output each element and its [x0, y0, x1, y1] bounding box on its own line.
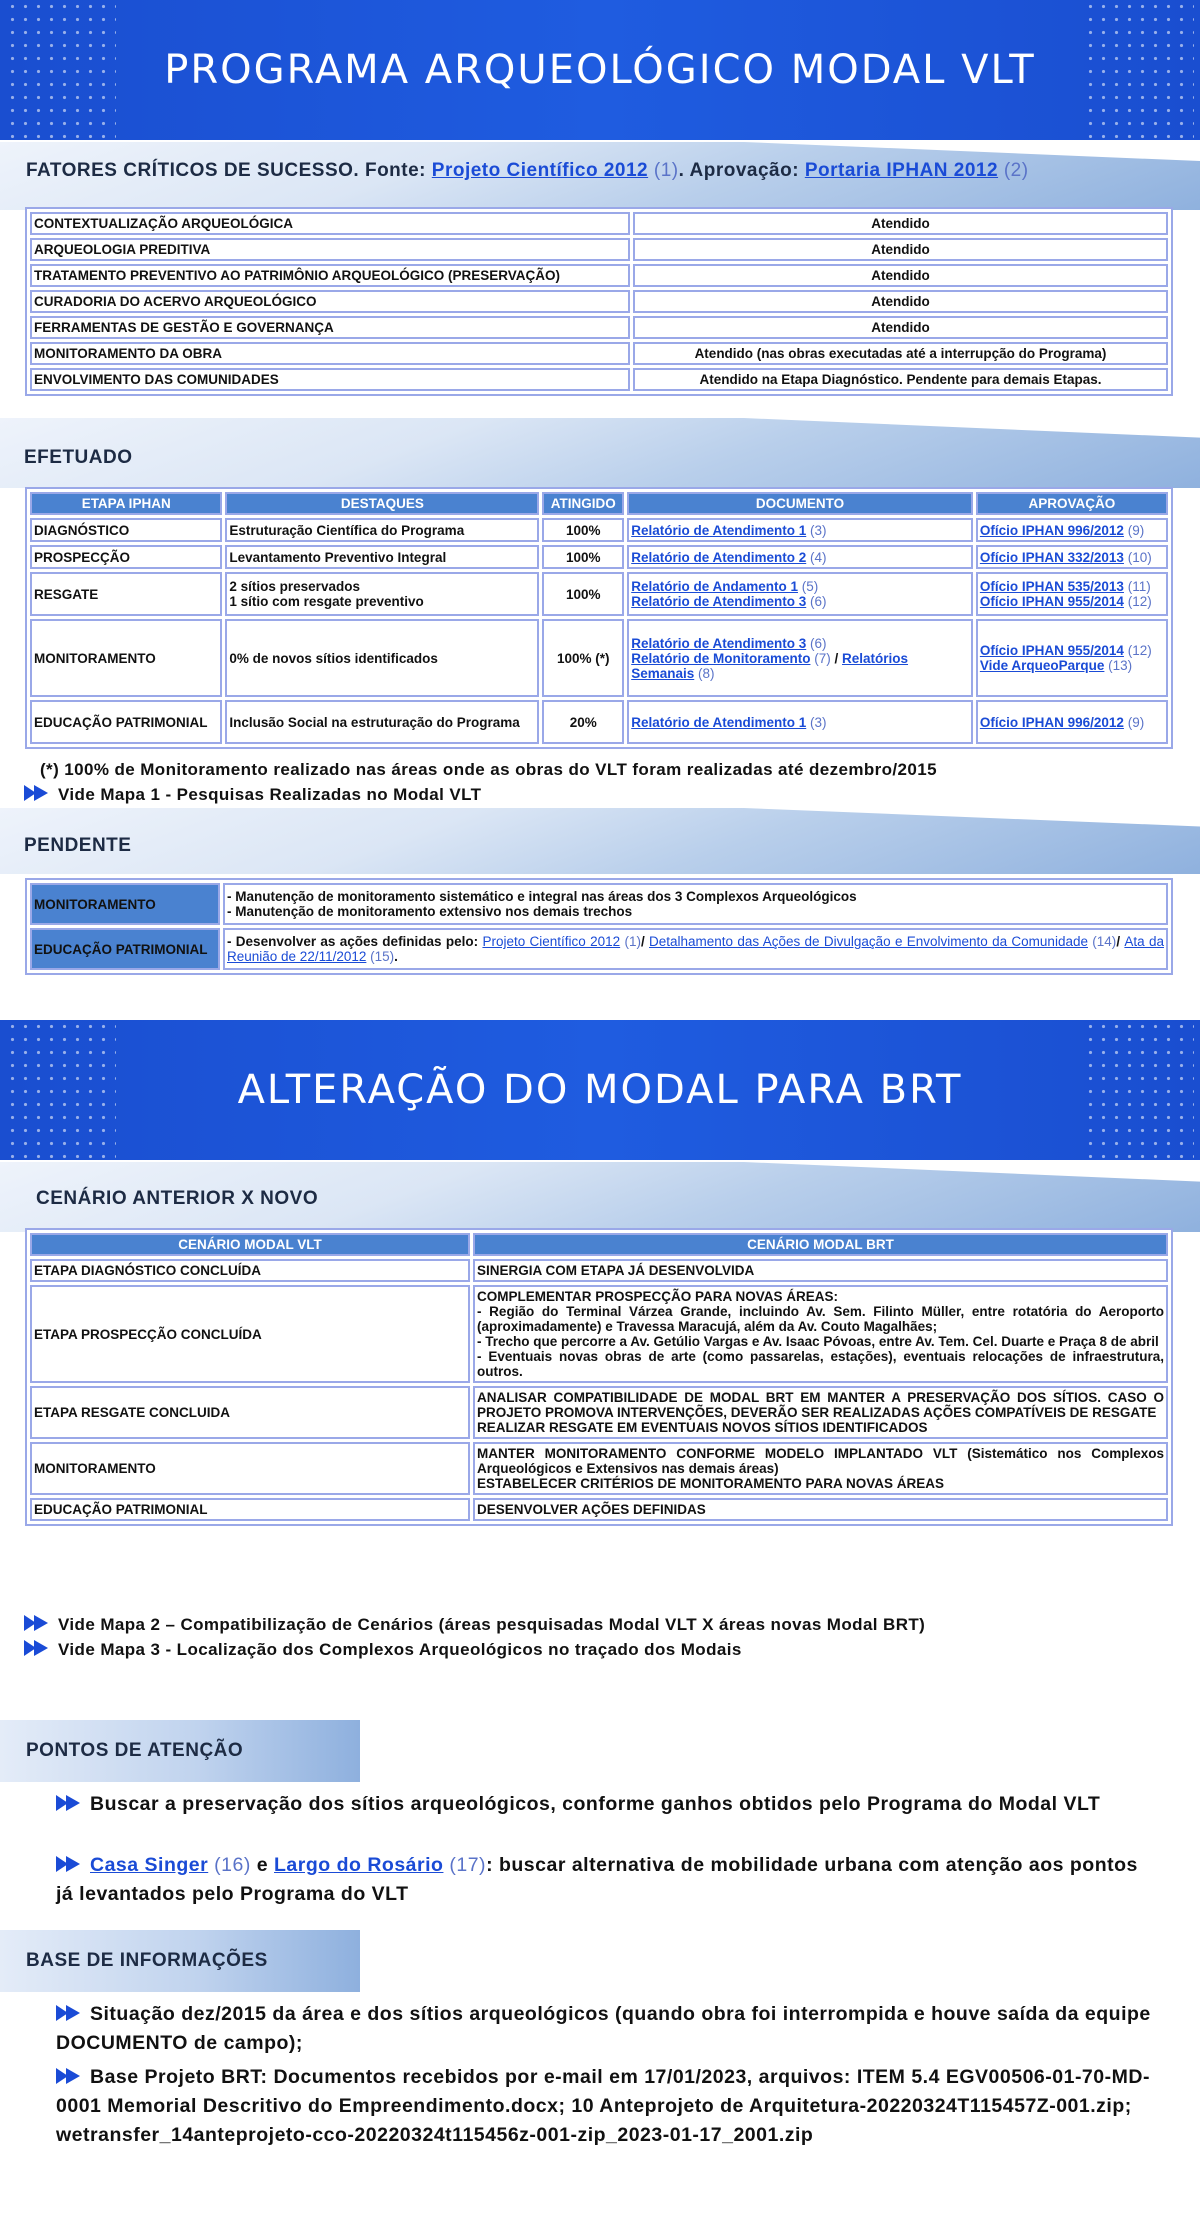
- banner-alteracao-brt: [0, 1020, 1200, 1160]
- ref-number: (5): [801, 579, 819, 594]
- destaques-cell: Inclusão Social na estruturação do Programa: [225, 700, 539, 744]
- ref-number: (8): [698, 665, 715, 681]
- ata-reuniao-link[interactable]: Ata da Reunião de 22/11/2012: [227, 934, 1164, 964]
- fator-status: Atendido: [633, 290, 1168, 313]
- atingido-cell: 100% (*): [542, 619, 624, 697]
- ref-number: (4): [810, 549, 827, 565]
- aprovacao-link[interactable]: Ofício IPHAN 996/2012: [979, 522, 1124, 538]
- fatores-title: FATORES CRÍTICOS DE SUCESSO. Fonte: Projeto Científico 2012 (1). Aprovação: Portaria IPHAN 2012 (2): [26, 160, 1029, 181]
- table-row: [30, 928, 1168, 970]
- fator-name: TRATAMENTO PREVENTIVO AO PATRIMÔNIO ARQUEOLÓGICO (PRESERVAÇÃO): [30, 264, 630, 287]
- table-row: [30, 238, 1168, 261]
- efetuado-table: [25, 487, 1173, 749]
- mapa3-link[interactable]: Vide Mapa 3 - Localização dos Complexos Arqueológicos no traçado dos Modais: [24, 1638, 742, 1660]
- fator-status: Atendido na Etapa Diagnóstico. Pendente para demais Etapas.: [633, 368, 1168, 391]
- table-row: [30, 290, 1168, 313]
- ref-number: (6): [810, 594, 827, 609]
- double-arrow-icon: [24, 1613, 52, 1633]
- ref-number: (7): [814, 650, 831, 666]
- column-header: ETAPA IPHAN: [30, 492, 222, 515]
- largo-rosario-link[interactable]: Largo do Rosário: [274, 1854, 444, 1876]
- cenario-table: [25, 1228, 1173, 1526]
- table-row: [30, 316, 1168, 339]
- double-arrow-icon: [24, 1638, 52, 1658]
- etapa-cell: RESGATE: [30, 572, 222, 616]
- pendente-title: PENDENTE: [24, 835, 132, 856]
- banner-programa-vlt: [0, 0, 1200, 140]
- fator-name: ENVOLVIMENTO DAS COMUNIDADES: [30, 368, 630, 391]
- aprovacao-link[interactable]: Ofício IPHAN 996/2012: [979, 714, 1124, 730]
- column-header: ATINGIDO: [542, 492, 624, 515]
- etapa-cell: EDUCAÇÃO PATRIMONIAL: [30, 700, 222, 744]
- double-arrow-icon: [56, 2066, 84, 2086]
- table-row: [30, 368, 1168, 391]
- base-tab: BASE DE INFORMAÇÕES: [0, 1930, 360, 1992]
- fator-status: Atendido: [633, 212, 1168, 235]
- table-row: [30, 1498, 1168, 1521]
- table-row: [30, 883, 1168, 925]
- detalhamento-link[interactable]: Detalhamento das Ações de Divulgação e Envolvimento da Comunidade: [649, 934, 1088, 949]
- documento-cell: [627, 700, 973, 744]
- table-row: [30, 619, 1168, 697]
- pendente-mon-label: MONITORAMENTO: [30, 883, 220, 925]
- destaques-cell: 2 sítios preservados 1 sítio com resgate preventivo: [225, 572, 539, 616]
- table-row: [30, 264, 1168, 287]
- etapa-cell: PROSPECÇÃO: [30, 545, 222, 569]
- cenario-brt-cell: DESENVOLVER AÇÕES DEFINIDAS: [473, 1498, 1168, 1521]
- pendente-mon-text: - Manutenção de monitoramento sistemático e integral nas áreas dos 3 Complexos Arqueológicos - Manutenção de monitoramento extensivo nos demais trechos: [223, 883, 1168, 925]
- table-row: [30, 212, 1168, 235]
- fator-name: CONTEXTUALIZAÇÃO ARQUEOLÓGICA: [30, 212, 630, 235]
- pendente-edu-label: EDUCAÇÃO PATRIMONIAL: [30, 928, 220, 970]
- fator-name: ARQUEOLOGIA PREDITIVA: [30, 238, 630, 261]
- ref-number: (11): [1127, 579, 1151, 594]
- documento-link[interactable]: Relatórios Semanais: [631, 650, 909, 681]
- documento-link[interactable]: Relatório de Atendimento 2: [631, 549, 807, 565]
- atencao-bullet-2: Casa Singer (16) e Largo do Rosário (17): buscar alternativa de mobilidade urbana com atenção aos pontos já levantados pelo Programa do VLT: [56, 1854, 1138, 1905]
- fator-status: Atendido: [633, 316, 1168, 339]
- atingido-cell: 100%: [542, 572, 624, 616]
- fator-name: FERRAMENTAS DE GESTÃO E GOVERNANÇA: [30, 316, 630, 339]
- column-header: DOCUMENTO: [627, 492, 973, 515]
- column-header: APROVAÇÃO: [976, 492, 1168, 515]
- fator-name: MONITORAMENTO DA OBRA: [30, 342, 630, 365]
- base-bullet-1: Situação dez/2015 da área e dos sítios arqueológicos (quando obra foi interrompida e houve saída da equipe DOCUMENTO de campo);: [56, 2003, 1151, 2054]
- aprovacao-link[interactable]: Ofício IPHAN 955/2014: [979, 594, 1124, 609]
- aprovacao-cell: [976, 619, 1168, 697]
- table-row: [30, 1259, 1168, 1282]
- casa-singer-link[interactable]: Casa Singer: [90, 1854, 209, 1876]
- cenario-vlt-cell: ETAPA RESGATE CONCLUIDA: [30, 1386, 470, 1439]
- atingido-cell: 100%: [542, 545, 624, 569]
- table-row: [30, 1442, 1168, 1495]
- fator-status: Atendido: [633, 238, 1168, 261]
- documento-link[interactable]: Relatório de Monitoramento: [631, 650, 811, 666]
- projeto-cientifico-link[interactable]: Projeto Científico 2012: [482, 934, 621, 949]
- aprovacao-link[interactable]: Ofício IPHAN 332/2013: [979, 549, 1124, 565]
- mapa1-link[interactable]: Vide Mapa 1 - Pesquisas Realizadas no Modal VLT: [24, 783, 481, 805]
- destaques-cell: Estruturação Científica do Programa: [225, 518, 539, 542]
- double-arrow-icon: [56, 1854, 84, 1874]
- etapa-cell: DIAGNÓSTICO: [30, 518, 222, 542]
- destaques-cell: Levantamento Preventivo Integral: [225, 545, 539, 569]
- documento-cell: [627, 572, 973, 616]
- double-arrow-icon: [56, 1793, 84, 1813]
- table-row: [30, 572, 1168, 616]
- cenario-brt-cell: COMPLEMENTAR PROSPECÇÃO PARA NOVAS ÁREAS: - Região do Terminal Várzea Grande, incluindo Av. Sem. Filinto Müller, entre rotatória do Aeroporto (aproximadamente) e Travessa Maracujá, além da Av. Couto Magalhães; - Trecho que percorre a Av. Getúlio Vargas e Av. Isaac Póvoas, entre Av. Tem. Cel. Duarte e Praça 8 de abril - Eventuais novas obras de arte (como passarelas, estações), eventuais relocações de infraestrutura, outros.: [473, 1285, 1168, 1383]
- fatores-table: [25, 207, 1173, 396]
- documento-cell: [627, 518, 973, 542]
- documento-link[interactable]: Relatório de Atendimento 3: [631, 594, 807, 609]
- table-row: [30, 545, 1168, 569]
- table-row: [30, 1285, 1168, 1383]
- ref-number: (13): [1108, 658, 1133, 673]
- banner-title: PROGRAMA ARQUEOLÓGICO MODAL VLT: [164, 47, 1036, 93]
- documento-link[interactable]: Relatório de Atendimento 1: [631, 522, 807, 538]
- aprovacao-cell: [976, 572, 1168, 616]
- cenario-vlt-cell: EDUCAÇÃO PATRIMONIAL: [30, 1498, 470, 1521]
- cenario-brt-cell: ANALISAR COMPATIBILIDADE DE MODAL BRT EM MANTER A PRESERVAÇÃO DOS SÍTIOS. CASO O PROJETO PROMOVA INTERVENÇÕES, DEVERÃO SER REALIZADAS AÇÕES COMPATÍVEIS DE RESGATE REALIZAR RESGATE EM EVENTUAIS NOVOS SÍTIOS IDENTIFICADOS: [473, 1386, 1168, 1439]
- efetuado-band: [0, 418, 1200, 488]
- aprovacao-cell: [976, 700, 1168, 744]
- ref-number: (9): [1127, 522, 1145, 538]
- separator: /: [830, 650, 842, 666]
- cenario-vlt-cell: ETAPA PROSPECÇÃO CONCLUÍDA: [30, 1285, 470, 1383]
- atencao-bullet-1: Buscar a preservação dos sítios arqueológicos, conforme ganhos obtidos pelo Programa do Modal VLT: [56, 1790, 1156, 1819]
- column-header: CENÁRIO MODAL BRT: [473, 1233, 1168, 1256]
- table-row: [30, 342, 1168, 365]
- ref-number: (10): [1127, 549, 1152, 565]
- banner2-title: ALTERAÇÃO DO MODAL PARA BRT: [237, 1067, 963, 1113]
- etapa-cell: MONITORAMENTO: [30, 619, 222, 697]
- cenario-brt-cell: SINERGIA COM ETAPA JÁ DESENVOLVIDA: [473, 1259, 1168, 1282]
- cenario-vlt-cell: ETAPA DIAGNÓSTICO CONCLUÍDA: [30, 1259, 470, 1282]
- double-arrow-icon: [24, 783, 52, 803]
- aprovacao-link[interactable]: Ofício IPHAN 955/2014: [979, 643, 1124, 658]
- aprovacao-link[interactable]: Portaria IPHAN 2012: [804, 160, 999, 181]
- monitoramento-note: (*) 100% de Monitoramento realizado nas áreas onde as obras do VLT foram realizadas até dezembro/2015: [40, 760, 937, 779]
- documento-link[interactable]: Relatório de Atendimento 1: [631, 714, 807, 730]
- documento-link[interactable]: Relatório de Atendimento 3: [631, 635, 807, 651]
- pendente-table: [25, 878, 1173, 975]
- ref-number: (9): [1127, 714, 1145, 730]
- fator-status: Atendido (nas obras executadas até a interrupção do Programa): [633, 342, 1168, 365]
- cenario-vlt-cell: MONITORAMENTO: [30, 1442, 470, 1495]
- destaques-cell: 0% de novos sítios identificados: [225, 619, 539, 697]
- pendente-edu-text: - Desenvolver as ações definidas pelo: Projeto Científico 2012 (1)/ Detalhamento das Ações de Divulgação e Envolvimento da Comunidade (14)/ Ata da Reunião de 22/11/2012 (15).: [223, 928, 1168, 970]
- aprovacao-cell: [976, 518, 1168, 542]
- mapa2-link[interactable]: Vide Mapa 2 – Compatibilização de Cenários (áreas pesquisadas Modal VLT X áreas novas Modal BRT): [24, 1613, 925, 1635]
- ref-number: (3): [810, 714, 827, 730]
- ref-number: (3): [810, 522, 827, 538]
- base-bullet-2: Base Projeto BRT: Documentos recebidos por e-mail em 17/01/2023, arquivos: ITEM 5.4 EGV00506-01-70-MD-0001 Memorial Descritivo do Empreendimento.docx; 10 Anteprojeto de Arquitetura-20220324T115457Z-001.zip; wetransfer_14anteprojeto-cco-20220324t115456z-001-zip_2023-01-17_2001.zip: [56, 2066, 1150, 2146]
- table-row: [30, 700, 1168, 744]
- atingido-cell: 100%: [542, 518, 624, 542]
- fator-name: CURADORIA DO ACERVO ARQUEOLÓGICO: [30, 290, 630, 313]
- column-header: CENÁRIO MODAL VLT: [30, 1233, 470, 1256]
- aprovacao-link[interactable]: Ofício IPHAN 535/2013: [979, 579, 1124, 594]
- atencao-tab: PONTOS DE ATENÇÃO: [0, 1720, 360, 1782]
- ref-number: (12): [1127, 643, 1152, 658]
- ref-number: (12): [1127, 594, 1152, 609]
- fonte-link[interactable]: Projeto Científico 2012: [431, 160, 649, 181]
- aprovacao-link[interactable]: Vide ArqueoParque: [979, 658, 1105, 673]
- documento-cell: [627, 619, 973, 697]
- efetuado-title: EFETUADO: [24, 447, 133, 468]
- atingido-cell: 20%: [542, 700, 624, 744]
- column-header: DESTAQUES: [225, 492, 539, 515]
- aprovacao-cell: [976, 545, 1168, 569]
- table-row: [30, 1386, 1168, 1439]
- documento-cell: [627, 545, 973, 569]
- ref-number: (6): [810, 635, 827, 651]
- documento-link[interactable]: Relatório de Andamento 1: [631, 579, 798, 594]
- cenario-title: CENÁRIO ANTERIOR X NOVO: [36, 1188, 319, 1209]
- pendente-band: [0, 808, 1200, 874]
- fator-status: Atendido: [633, 264, 1168, 287]
- table-row: [30, 518, 1168, 542]
- double-arrow-icon: [56, 2003, 84, 2023]
- cenario-brt-cell: MANTER MONITORAMENTO CONFORME MODELO IMPLANTADO VLT (Sistemático nos Complexos Arqueológicos e Extensivos nas demais áreas) ESTABELECER CRITÉRIOS DE MONITORAMENTO PARA NOVAS ÁREAS: [473, 1442, 1168, 1495]
